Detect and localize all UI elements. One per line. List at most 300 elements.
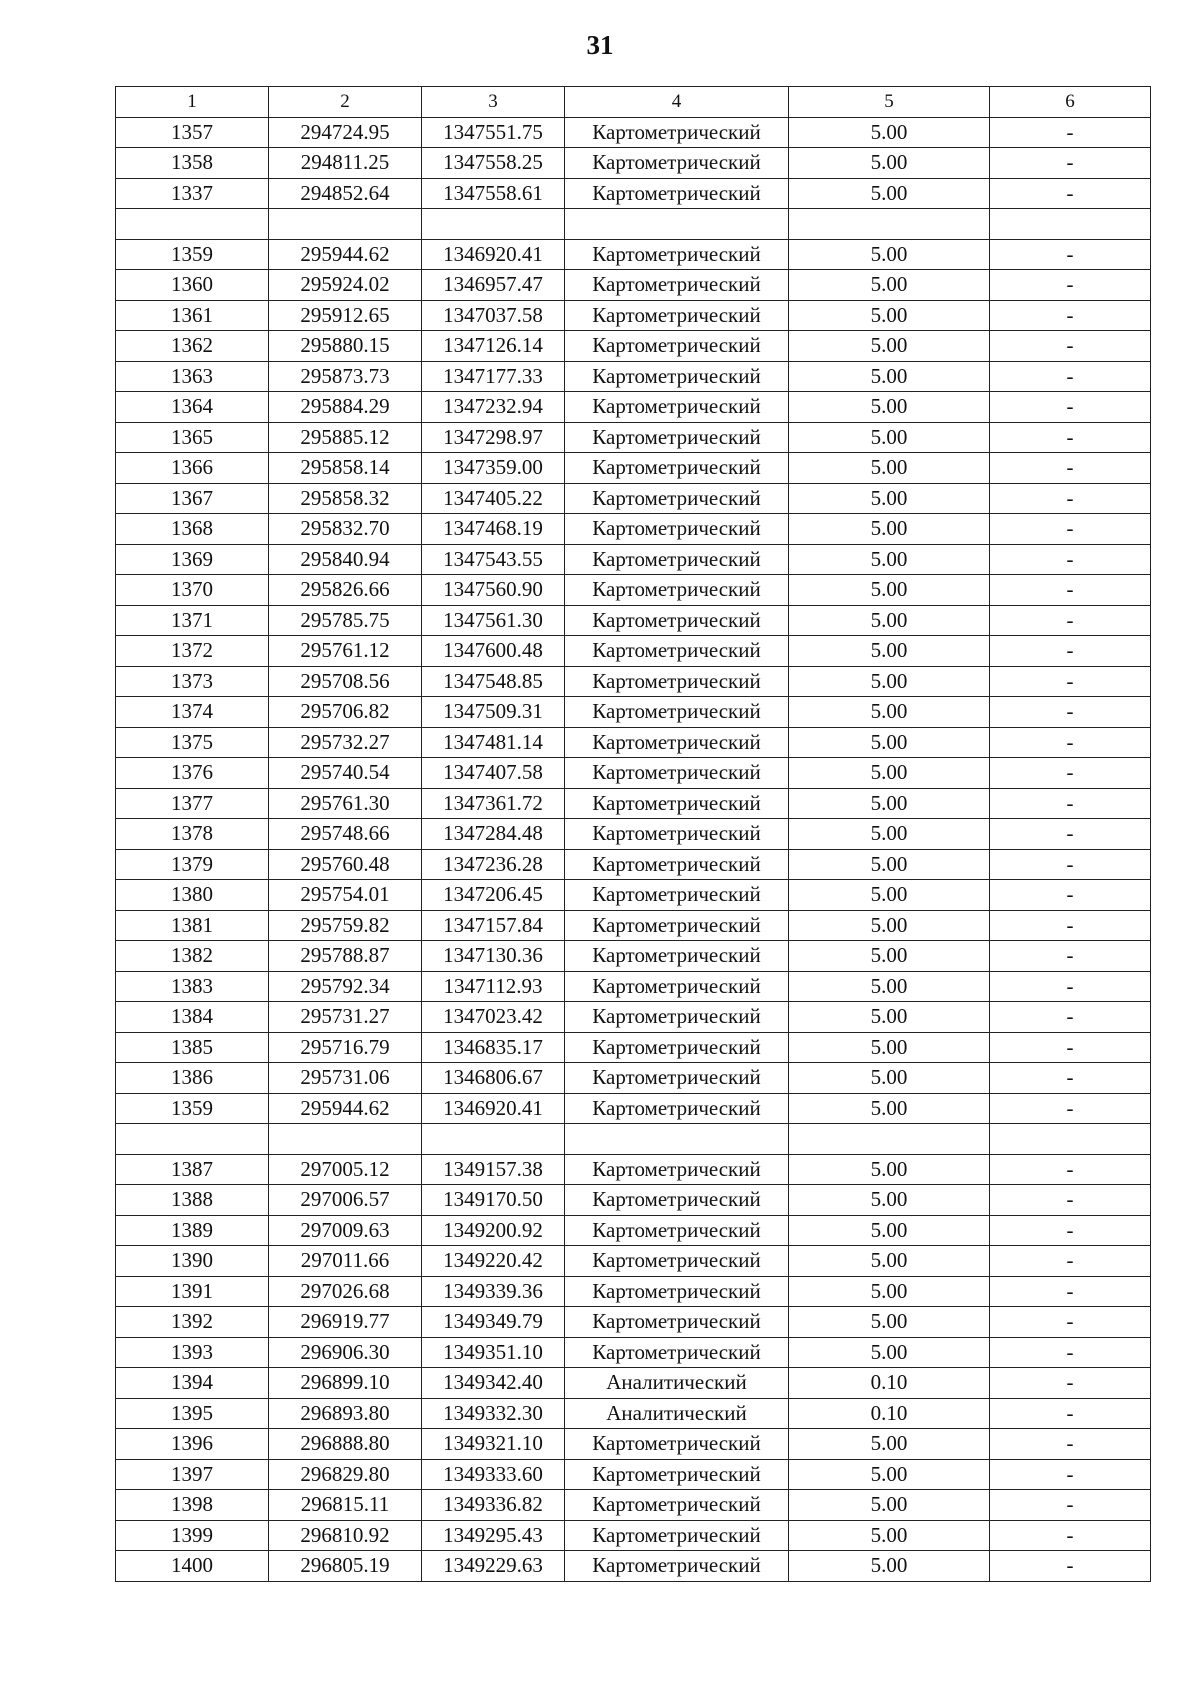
table-cell: 1376 — [116, 758, 269, 789]
table-cell: 1395 — [116, 1398, 269, 1429]
table-cell: 5.00 — [789, 270, 990, 301]
table-cell: 1349332.30 — [422, 1398, 565, 1429]
table-cell: 295884.29 — [269, 392, 422, 423]
table-cell: - — [990, 849, 1151, 880]
table-cell: Картометрический — [565, 788, 789, 819]
table-cell: 5.00 — [789, 392, 990, 423]
table-cell: 5.00 — [789, 849, 990, 880]
table-cell: 5.00 — [789, 361, 990, 392]
table-cell: 1347206.45 — [422, 880, 565, 911]
table-cell: 5.00 — [789, 758, 990, 789]
table-cell: - — [990, 819, 1151, 850]
table-row — [116, 605, 1151, 636]
table-cell: 1347560.90 — [422, 575, 565, 606]
table-row — [116, 331, 1151, 362]
table-cell: 5.00 — [789, 117, 990, 148]
table-cell: Картометрический — [565, 453, 789, 484]
table-cell: Картометрический — [565, 1520, 789, 1551]
table-cell: Картометрический — [565, 1307, 789, 1338]
column-header: 4 — [565, 87, 789, 118]
table-cell: 5.00 — [789, 697, 990, 728]
table-cell: 297026.68 — [269, 1276, 422, 1307]
table-cell: - — [990, 270, 1151, 301]
table-cell: 1381 — [116, 910, 269, 941]
table-cell: 1347543.55 — [422, 544, 565, 575]
table-cell: Картометрический — [565, 544, 789, 575]
column-header: 6 — [990, 87, 1151, 118]
table-cell: 5.00 — [789, 1337, 990, 1368]
table-cell: - — [990, 910, 1151, 941]
table-cell: Картометрический — [565, 971, 789, 1002]
table-row — [116, 1459, 1151, 1490]
table-cell: 5.00 — [789, 1551, 990, 1582]
table-row — [116, 514, 1151, 545]
table-cell: 295731.27 — [269, 1002, 422, 1033]
table-cell: Картометрический — [565, 300, 789, 331]
table-cell: 5.00 — [789, 1246, 990, 1277]
table-cell: Аналитический — [565, 1398, 789, 1429]
table-cell: 1398 — [116, 1490, 269, 1521]
table-cell: 1365 — [116, 422, 269, 453]
table-cell: 5.00 — [789, 544, 990, 575]
table-cell — [269, 209, 422, 240]
table-row — [116, 819, 1151, 850]
table-cell: 5.00 — [789, 514, 990, 545]
table-cell: 296919.77 — [269, 1307, 422, 1338]
table-cell: - — [990, 1490, 1151, 1521]
table-cell — [565, 209, 789, 240]
table-cell: 295840.94 — [269, 544, 422, 575]
table-cell: 1347112.93 — [422, 971, 565, 1002]
table-cell — [269, 1124, 422, 1155]
table-cell: - — [990, 636, 1151, 667]
table-cell: - — [990, 239, 1151, 270]
table-cell: 5.00 — [789, 1490, 990, 1521]
table-cell: 1399 — [116, 1520, 269, 1551]
table-cell: Картометрический — [565, 666, 789, 697]
table-cell: - — [990, 971, 1151, 1002]
table-row — [116, 971, 1151, 1002]
table-cell: 1388 — [116, 1185, 269, 1216]
table-cell: Картометрический — [565, 910, 789, 941]
table-row — [116, 453, 1151, 484]
table-cell: - — [990, 1002, 1151, 1033]
table-cell: Картометрический — [565, 758, 789, 789]
table-cell: Картометрический — [565, 178, 789, 209]
table-cell: - — [990, 392, 1151, 423]
table-cell: - — [990, 1276, 1151, 1307]
table-cell: 296899.10 — [269, 1368, 422, 1399]
table-cell: 1349170.50 — [422, 1185, 565, 1216]
table-cell — [990, 1124, 1151, 1155]
table-cell: 1349200.92 — [422, 1215, 565, 1246]
table-cell: 296810.92 — [269, 1520, 422, 1551]
table-cell: 5.00 — [789, 727, 990, 758]
table-cell: 5.00 — [789, 148, 990, 179]
table-row — [116, 1032, 1151, 1063]
table-row — [116, 361, 1151, 392]
table-row — [116, 1520, 1151, 1551]
table-cell: 1389 — [116, 1215, 269, 1246]
table-cell: - — [990, 1063, 1151, 1094]
table-cell: Картометрический — [565, 361, 789, 392]
table-cell: - — [990, 1398, 1151, 1429]
table-cell: 295759.82 — [269, 910, 422, 941]
table-cell: Картометрический — [565, 636, 789, 667]
table-cell: - — [990, 1459, 1151, 1490]
table-row — [116, 178, 1151, 209]
table-row — [116, 544, 1151, 575]
table-cell: - — [990, 1032, 1151, 1063]
table-cell: 5.00 — [789, 1154, 990, 1185]
table-cell: - — [990, 666, 1151, 697]
table-cell: 5.00 — [789, 636, 990, 667]
table-row — [116, 209, 1151, 240]
table-cell: Картометрический — [565, 422, 789, 453]
table-cell: 295754.01 — [269, 880, 422, 911]
table-cell: 1377 — [116, 788, 269, 819]
table-row — [116, 1002, 1151, 1033]
table-cell: 1357 — [116, 117, 269, 148]
table-row — [116, 1490, 1151, 1521]
table-cell: 1359 — [116, 239, 269, 270]
table-cell: 1390 — [116, 1246, 269, 1277]
table-cell: 0.10 — [789, 1368, 990, 1399]
table-cell: - — [990, 1520, 1151, 1551]
table-cell: Картометрический — [565, 117, 789, 148]
table-cell: 295708.56 — [269, 666, 422, 697]
table-row — [116, 910, 1151, 941]
table-cell: 1347509.31 — [422, 697, 565, 728]
table-cell: - — [990, 514, 1151, 545]
table-cell: 1347130.36 — [422, 941, 565, 972]
table-row — [116, 1063, 1151, 1094]
table-cell: Картометрический — [565, 1002, 789, 1033]
table-cell: 295792.34 — [269, 971, 422, 1002]
table-cell: 1384 — [116, 1002, 269, 1033]
table-cell: 5.00 — [789, 1185, 990, 1216]
table-cell — [422, 209, 565, 240]
table-cell: 296893.80 — [269, 1398, 422, 1429]
table-row — [116, 117, 1151, 148]
table-cell: 295748.66 — [269, 819, 422, 850]
table-cell: Картометрический — [565, 270, 789, 301]
table-cell: 1396 — [116, 1429, 269, 1460]
table-cell: 1347548.85 — [422, 666, 565, 697]
table-cell: 1380 — [116, 880, 269, 911]
table-cell: 5.00 — [789, 1459, 990, 1490]
table-cell: 1349339.36 — [422, 1276, 565, 1307]
table-cell: 295885.12 — [269, 422, 422, 453]
table-cell: - — [990, 605, 1151, 636]
table-cell: - — [990, 1429, 1151, 1460]
table-cell: 1347284.48 — [422, 819, 565, 850]
table-cell: 1347561.30 — [422, 605, 565, 636]
table-row — [116, 422, 1151, 453]
table-cell: 1397 — [116, 1459, 269, 1490]
column-header: 1 — [116, 87, 269, 118]
table-cell: 1349336.82 — [422, 1490, 565, 1521]
table-cell: 296906.30 — [269, 1337, 422, 1368]
table-cell: 1346920.41 — [422, 1093, 565, 1124]
table-cell: 1391 — [116, 1276, 269, 1307]
table-cell: - — [990, 453, 1151, 484]
table-cell: - — [990, 178, 1151, 209]
table-cell: 0.10 — [789, 1398, 990, 1429]
table-row — [116, 788, 1151, 819]
table-cell: 1347481.14 — [422, 727, 565, 758]
table-cell: - — [990, 1337, 1151, 1368]
table-cell: 5.00 — [789, 1276, 990, 1307]
table-cell: 295858.32 — [269, 483, 422, 514]
table-cell: 1347232.94 — [422, 392, 565, 423]
table-cell: - — [990, 1551, 1151, 1582]
table-cell: 1347551.75 — [422, 117, 565, 148]
table-row — [116, 849, 1151, 880]
table-row — [116, 1429, 1151, 1460]
table-cell: 5.00 — [789, 880, 990, 911]
table-cell: Картометрический — [565, 392, 789, 423]
table-cell: - — [990, 880, 1151, 911]
table-cell: - — [990, 758, 1151, 789]
table-cell: 296829.80 — [269, 1459, 422, 1490]
table-cell: 5.00 — [789, 605, 990, 636]
table-cell: 1349229.63 — [422, 1551, 565, 1582]
table-cell: 1394 — [116, 1368, 269, 1399]
table-cell: 295873.73 — [269, 361, 422, 392]
table-cell: Картометрический — [565, 1429, 789, 1460]
table-cell: - — [990, 483, 1151, 514]
table-cell: 1382 — [116, 941, 269, 972]
table-cell: 1393 — [116, 1337, 269, 1368]
table-cell: Картометрический — [565, 1093, 789, 1124]
table-cell: 5.00 — [789, 178, 990, 209]
table-cell: Картометрический — [565, 1032, 789, 1063]
table-cell: Картометрический — [565, 1490, 789, 1521]
table-cell: 5.00 — [789, 239, 990, 270]
table-row — [116, 697, 1151, 728]
table-cell — [789, 209, 990, 240]
table-cell: 1364 — [116, 392, 269, 423]
table-cell: 1347558.61 — [422, 178, 565, 209]
table-cell: 5.00 — [789, 1307, 990, 1338]
table-cell: 1347157.84 — [422, 910, 565, 941]
table-cell: Картометрический — [565, 575, 789, 606]
table-cell: 295832.70 — [269, 514, 422, 545]
table-cell: 1386 — [116, 1063, 269, 1094]
table-cell: 5.00 — [789, 331, 990, 362]
table-cell: 1367 — [116, 483, 269, 514]
table-cell: 1347236.28 — [422, 849, 565, 880]
table-cell: - — [990, 941, 1151, 972]
table-row — [116, 1093, 1151, 1124]
table-cell: 295716.79 — [269, 1032, 422, 1063]
table-row — [116, 300, 1151, 331]
table-cell: 5.00 — [789, 300, 990, 331]
table-cell: 1349333.60 — [422, 1459, 565, 1490]
table-cell: - — [990, 1093, 1151, 1124]
table-cell: 1370 — [116, 575, 269, 606]
table-row — [116, 1276, 1151, 1307]
table-cell: 1368 — [116, 514, 269, 545]
table-cell: 1385 — [116, 1032, 269, 1063]
table-cell: 1346806.67 — [422, 1063, 565, 1094]
table-cell: 5.00 — [789, 819, 990, 850]
table-cell: 1361 — [116, 300, 269, 331]
table-row — [116, 239, 1151, 270]
column-header: 5 — [789, 87, 990, 118]
table-cell: 295740.54 — [269, 758, 422, 789]
table-cell: 296805.19 — [269, 1551, 422, 1582]
table-cell: 1349342.40 — [422, 1368, 565, 1399]
table-cell: 1375 — [116, 727, 269, 758]
table-cell: 5.00 — [789, 1429, 990, 1460]
table-cell: - — [990, 331, 1151, 362]
table-cell: Картометрический — [565, 819, 789, 850]
table-cell: Картометрический — [565, 1459, 789, 1490]
table-cell: 1383 — [116, 971, 269, 1002]
table-cell: Картометрический — [565, 148, 789, 179]
table-cell: 5.00 — [789, 788, 990, 819]
table-row — [116, 941, 1151, 972]
table-cell: 5.00 — [789, 941, 990, 972]
table-cell: 295858.14 — [269, 453, 422, 484]
table-cell: 294852.64 — [269, 178, 422, 209]
table-cell: 295731.06 — [269, 1063, 422, 1094]
table-cell: 1366 — [116, 453, 269, 484]
table-cell — [116, 209, 269, 240]
table-cell: Картометрический — [565, 880, 789, 911]
table-cell: 294724.95 — [269, 117, 422, 148]
table-cell: 1347023.42 — [422, 1002, 565, 1033]
table-cell: 294811.25 — [269, 148, 422, 179]
table-cell: 296815.11 — [269, 1490, 422, 1521]
table-cell — [990, 209, 1151, 240]
table-cell: - — [990, 788, 1151, 819]
table-cell: 5.00 — [789, 1520, 990, 1551]
table-cell: 1359 — [116, 1093, 269, 1124]
table-cell: 1358 — [116, 148, 269, 179]
table-cell: 1347468.19 — [422, 514, 565, 545]
table-cell: 1349220.42 — [422, 1246, 565, 1277]
coordinates-table — [115, 86, 1151, 1582]
table-cell: - — [990, 361, 1151, 392]
table-cell: Картометрический — [565, 941, 789, 972]
table-row — [116, 1368, 1151, 1399]
table-cell — [116, 1124, 269, 1155]
table-cell: 295788.87 — [269, 941, 422, 972]
table-cell: 295826.66 — [269, 575, 422, 606]
table-cell: Картометрический — [565, 1276, 789, 1307]
table-cell — [565, 1124, 789, 1155]
table-cell: Картометрический — [565, 1337, 789, 1368]
table-cell: 295944.62 — [269, 1093, 422, 1124]
table-row — [116, 1215, 1151, 1246]
table-cell: - — [990, 148, 1151, 179]
table-cell: 5.00 — [789, 575, 990, 606]
table-cell: - — [990, 300, 1151, 331]
table-row — [116, 758, 1151, 789]
table-cell: 1347407.58 — [422, 758, 565, 789]
table-cell: Картометрический — [565, 483, 789, 514]
table-cell: 1349157.38 — [422, 1154, 565, 1185]
table-cell: Картометрический — [565, 1215, 789, 1246]
table-cell: 5.00 — [789, 1032, 990, 1063]
table-cell: 5.00 — [789, 1063, 990, 1094]
table-cell — [789, 1124, 990, 1155]
table-cell: - — [990, 697, 1151, 728]
table-cell — [422, 1124, 565, 1155]
table-cell: 1349349.79 — [422, 1307, 565, 1338]
table-cell: 1379 — [116, 849, 269, 880]
table-cell: 1346835.17 — [422, 1032, 565, 1063]
table-cell: Картометрический — [565, 1246, 789, 1277]
table-cell: 295944.62 — [269, 239, 422, 270]
table-cell: 295761.12 — [269, 636, 422, 667]
table-cell: 297005.12 — [269, 1154, 422, 1185]
table-cell: 295732.27 — [269, 727, 422, 758]
table-cell: 296888.80 — [269, 1429, 422, 1460]
table-cell: - — [990, 575, 1151, 606]
table-cell: Картометрический — [565, 849, 789, 880]
table-row — [116, 1551, 1151, 1582]
table-row — [116, 727, 1151, 758]
table-cell: Картометрический — [565, 1185, 789, 1216]
table-cell: Аналитический — [565, 1368, 789, 1399]
table-cell: Картометрический — [565, 605, 789, 636]
table-cell: Картометрический — [565, 1154, 789, 1185]
table-cell: - — [990, 1215, 1151, 1246]
table-header-row — [116, 87, 1151, 118]
table-row — [116, 148, 1151, 179]
table-cell: 1362 — [116, 331, 269, 362]
table-cell: 1360 — [116, 270, 269, 301]
table-row — [116, 270, 1151, 301]
table-row — [116, 483, 1151, 514]
table-cell: - — [990, 117, 1151, 148]
table-cell: 1363 — [116, 361, 269, 392]
table-cell: 5.00 — [789, 910, 990, 941]
table-row — [116, 392, 1151, 423]
table-cell: 297006.57 — [269, 1185, 422, 1216]
table-cell: Картометрический — [565, 239, 789, 270]
table-cell: 1373 — [116, 666, 269, 697]
table-cell: - — [990, 1307, 1151, 1338]
table-cell: 1337 — [116, 178, 269, 209]
table-cell: 1347361.72 — [422, 788, 565, 819]
table-cell: 1400 — [116, 1551, 269, 1582]
table-cell: 295761.30 — [269, 788, 422, 819]
table-cell: 1349295.43 — [422, 1520, 565, 1551]
table-cell: 1349351.10 — [422, 1337, 565, 1368]
table-cell: 295760.48 — [269, 849, 422, 880]
table-cell: 1347037.58 — [422, 300, 565, 331]
table-row — [116, 666, 1151, 697]
table-row — [116, 1398, 1151, 1429]
table-cell: - — [990, 1185, 1151, 1216]
table-cell: 1347177.33 — [422, 361, 565, 392]
table-row — [116, 1185, 1151, 1216]
table-cell: 1347298.97 — [422, 422, 565, 453]
table-cell: 1371 — [116, 605, 269, 636]
table-body — [116, 87, 1151, 1582]
table-cell: 295880.15 — [269, 331, 422, 362]
table-cell: 5.00 — [789, 422, 990, 453]
page-number: 31 — [586, 30, 614, 60]
table-row — [116, 1124, 1151, 1155]
table-cell: Картометрический — [565, 331, 789, 362]
table-cell: 1347600.48 — [422, 636, 565, 667]
